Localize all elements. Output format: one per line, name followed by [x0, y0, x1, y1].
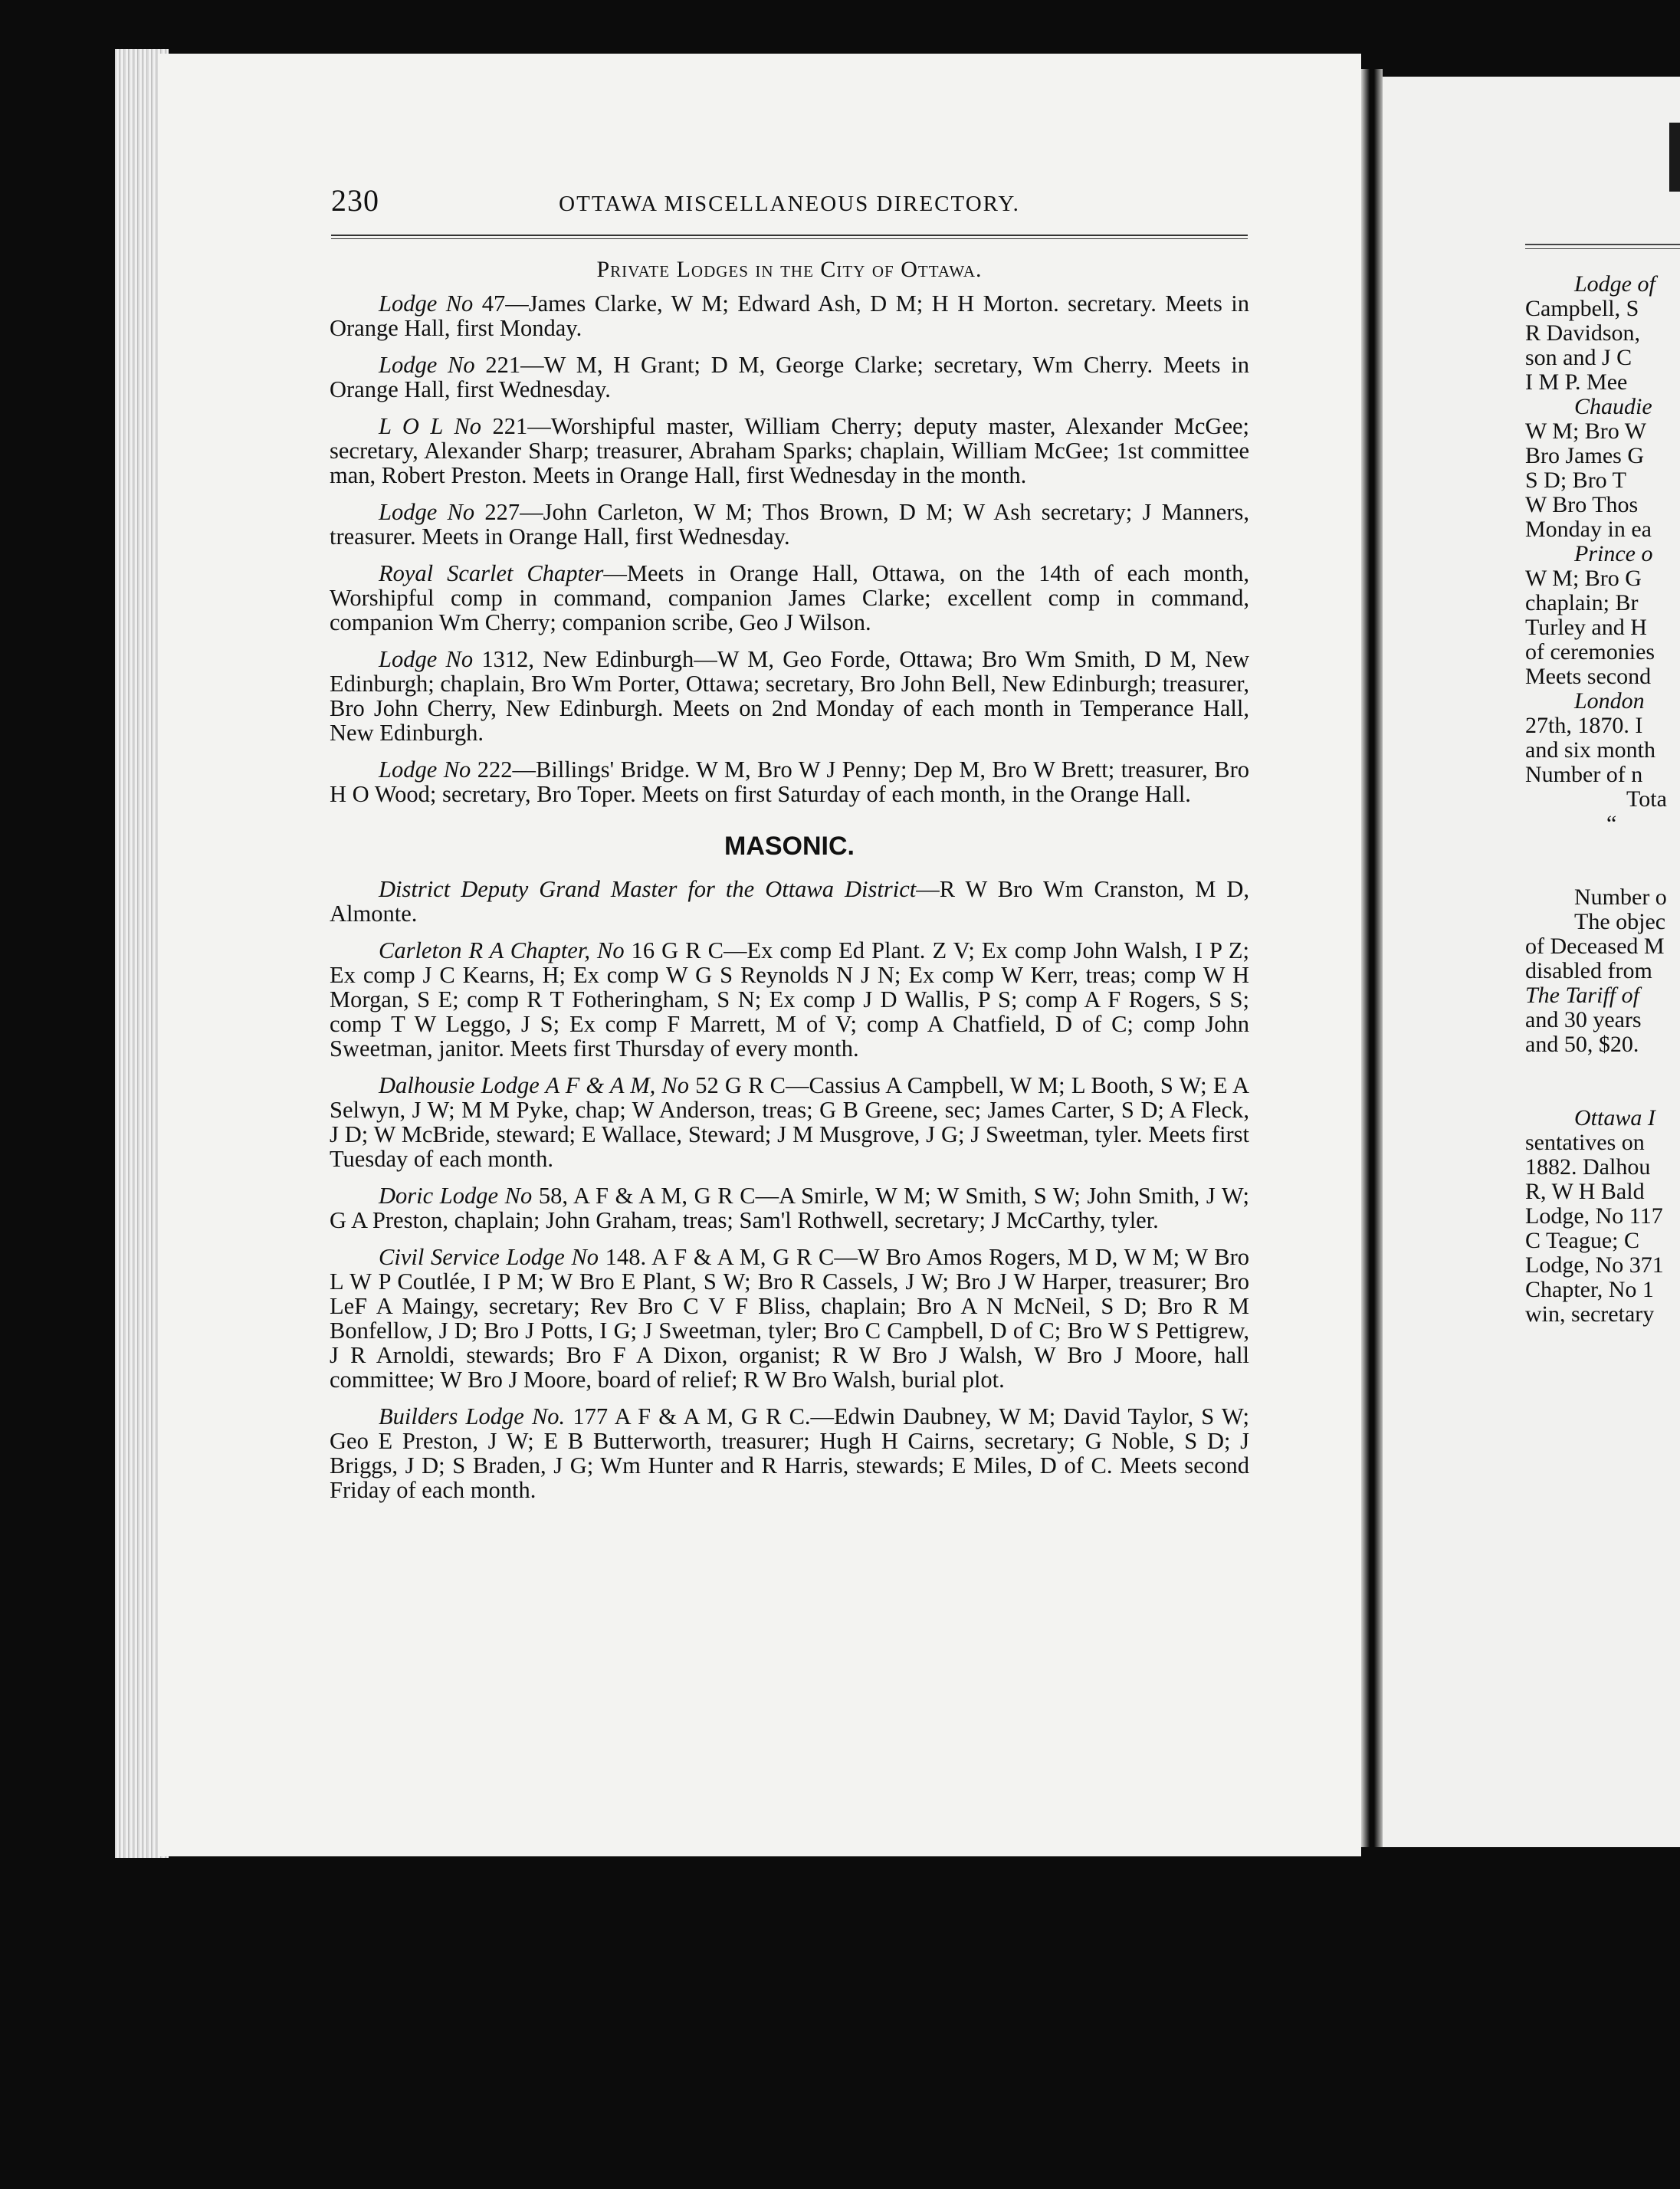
right-head-rule-bottom — [1525, 248, 1680, 249]
right-page-line: C Teague; C — [1525, 1228, 1639, 1253]
entry-text: 16 G R C—Ex comp Ed Plant. Z V; Ex comp John Walsh, I P Z; Ex comp J C Kearns, H; Ex comp W G S Reynolds N J N; Ex comp W Kerr, treas; comp W H Morgan, S E; comp R T Fotheringham, S N; Ex comp J D Wallis, P S; comp A F Rogers, S S; comp T W Leggo, J S; Ex comp F Marrett, M of V; comp A Chatfield, D of C; comp John Sweetman, janitor. Meets first Thursday of every month. — [330, 937, 1249, 1062]
right-page-line: R, W H Bald — [1525, 1179, 1645, 1204]
right-page-line — [1525, 861, 1680, 885]
directory-entry — [330, 647, 1249, 745]
right-page-line: of Deceased M — [1525, 934, 1665, 959]
entry-lead: Carleton R A Chapter, No — [379, 937, 625, 963]
right-page-line: London — [1574, 688, 1645, 714]
right-page-line: Monday in ea — [1525, 517, 1652, 542]
right-page-line: W M; Bro G — [1525, 566, 1642, 591]
entry-lead: Lodge No — [379, 499, 475, 525]
directory-entry — [330, 353, 1249, 402]
right-page-line: 27th, 1870. I — [1525, 713, 1643, 738]
directory-entry — [330, 757, 1249, 806]
section-title: Private Lodges in the City of Ottawa. — [596, 257, 983, 282]
entry-text: 221—Worshipful master, William Cherry; deputy master, Alexander McGee; secretary, Alexander Sharp; treasurer, Abraham Sparks; chaplain, William McGee; 1st committee man, Robert Preston. Meets in Orange Hall, first Wednesday in the month. — [330, 413, 1249, 488]
right-page-line: Bro James G — [1525, 443, 1644, 468]
masonic-title: MASONIC. — [724, 832, 855, 861]
right-page-line: W Bro Thos — [1525, 492, 1639, 517]
directory-entry — [330, 1183, 1249, 1232]
entry-lead: Doric Lodge No — [379, 1183, 533, 1209]
right-page-line: Turley and H — [1525, 615, 1647, 640]
right-page-line: Tota — [1626, 786, 1667, 812]
right-page-column — [1525, 272, 1680, 1327]
directory-entry — [330, 1073, 1249, 1171]
right-page-line: Number of n — [1525, 762, 1643, 787]
directory-entry — [330, 291, 1249, 340]
right-page-line: and six month — [1525, 737, 1655, 763]
right-head-rule-top — [1525, 244, 1680, 245]
entry-text: 52 G R C—Cassius A Campbell, W M; L Booth, S W; E A Selwyn, J W; M M Pyke, chap; W Anderson, treas; G B Greene, sec; James Carter, S D; A Fleck, J D; W McBride, steward; E Wallace, Steward; J M Musgrove, J G; J Sweetman, tyler. Meets first Tuesday of each month. — [330, 1072, 1249, 1172]
directory-entry — [330, 938, 1249, 1061]
main-column — [330, 258, 1249, 1515]
right-page-line — [1525, 1081, 1680, 1106]
right-page-line: win, secretary — [1525, 1301, 1655, 1327]
right-page-line: I M P. Mee — [1525, 369, 1628, 395]
right-page-line: Number o — [1574, 884, 1667, 910]
right-page-line — [1525, 1057, 1680, 1081]
entry-lead: Dalhousie Lodge A F & A M, No — [379, 1072, 690, 1098]
running-head-title: OTTAWA MISCELLANEOUS DIRECTORY. — [559, 192, 1020, 216]
entry-text: 227—John Carleton, W M; Thos Brown, D M; W Ash secretary; J Manners, treasurer. Meets in Orange Hall, first Wednesday. — [330, 499, 1250, 550]
orange-lodge-list — [330, 291, 1249, 806]
masonic-lodge-list — [330, 877, 1249, 1502]
head-rule-top — [331, 235, 1248, 236]
right-page-line: chaplain; Br — [1525, 590, 1639, 615]
running-head — [331, 182, 1248, 221]
right-page-line: and 30 years — [1525, 1007, 1642, 1032]
right-page-line: Lodge of — [1574, 271, 1655, 297]
entry-text: 221—W M, H Grant; D M, George Clarke; secretary, Wm Cherry. Meets in Orange Hall, first Wednesday. — [330, 352, 1250, 402]
right-page-line: The objec — [1574, 909, 1666, 934]
right-page-line: The Tariff of — [1525, 983, 1639, 1008]
right-page-line: and 50, $20. — [1525, 1032, 1639, 1057]
entry-text: 177 A F & A M, G R C.—Edwin Daubney, W M; David Taylor, S W; Geo E Preston, J W; E B Butterworth, treasurer; Hugh H Cairns, secretary; G Noble, S D; J Briggs, J D; S Braden, J G; Wm Hunter and R Harris, stewards; E Miles, D of C. Meets second Friday of each month. — [330, 1403, 1250, 1503]
right-page-shadow — [1669, 123, 1680, 192]
right-page-line: disabled from — [1525, 958, 1652, 983]
entry-lead: District Deputy Grand Master for the Ottawa District — [379, 876, 917, 902]
right-page-line: Lodge, No 117 — [1525, 1203, 1663, 1229]
right-page-line: “ — [1606, 811, 1617, 836]
entry-text: —R W Bro Wm Cranston, M D, Almonte. — [330, 876, 1249, 927]
entry-lead: Lodge No — [379, 352, 475, 378]
page-number: 230 — [331, 183, 379, 218]
entry-lead: Builders Lodge No. — [379, 1403, 566, 1429]
directory-entry — [330, 1245, 1249, 1392]
right-page-line: W M; Bro W — [1525, 418, 1647, 444]
right-page-line: Prince o — [1574, 541, 1653, 566]
entry-text: 1312, New Edinburgh—W M, Geo Forde, Ottawa; Bro Wm Smith, D M, New Edinburgh; chaplain, Bro Wm Porter, Ottawa; secretary, Bro John Bell, New Edinburgh; treasurer, Bro John Cherry, New Edinburgh. Meets on 2nd Monday of each month in Temperance Hall, New Edinburgh. — [330, 646, 1250, 746]
right-page-line: Chapter, No 1 — [1525, 1277, 1654, 1302]
entry-lead: Lodge No — [379, 646, 474, 672]
right-page-line: Ottawa I — [1574, 1105, 1655, 1131]
directory-entry — [330, 414, 1249, 487]
book-gutter — [1361, 69, 1383, 1847]
entry-lead: Civil Service Lodge No — [379, 1244, 599, 1270]
right-page-line: S D; Bro T — [1525, 468, 1626, 493]
head-rule-bottom — [331, 238, 1248, 239]
right-page-line: sentatives on — [1525, 1130, 1645, 1155]
directory-entry — [330, 500, 1249, 549]
right-page-line: of ceremonies — [1525, 639, 1655, 665]
right-page-line: Meets second — [1525, 664, 1652, 689]
right-page-line: Chaudie — [1574, 394, 1652, 419]
right-page-line: Campbell, S — [1525, 296, 1639, 321]
entry-lead: Royal Scarlet Chapter — [379, 560, 604, 586]
entry-text: 58, A F & A M, G R C—A Smirle, W M; W Smith, S W; John Smith, J W; G A Preston, chaplain; John Graham, treas; Sam'l Rothwell, secretary; J McCarthy, tyler. — [330, 1183, 1249, 1233]
directory-entry — [330, 877, 1249, 926]
right-page-line: Lodge, No 371 — [1525, 1252, 1664, 1278]
right-page-line: 1882. Dalhou — [1525, 1154, 1651, 1180]
entry-lead: Lodge No — [379, 756, 471, 783]
entry-lead: L O L No — [379, 413, 481, 439]
right-page-line — [1525, 836, 1680, 861]
right-page-line: son and J C — [1525, 345, 1632, 370]
directory-entry — [330, 1404, 1249, 1502]
directory-entry — [330, 561, 1249, 635]
entry-text: 222—Billings' Bridge. W M, Bro W J Penny; Dep M, Bro W Brett; treasurer, Bro H O Wood; secretary, Bro Toper. Meets on first Saturday of each month, in the Orange Hall. — [330, 756, 1249, 807]
entry-text: 148. A F & A M, G R C—W Bro Amos Rogers, M D, W M; W Bro L W P Coutlée, I P M; W Bro E Plant, S W; Bro R Cassels, J W; Bro J W Harper, treasurer; Bro LeF A Maingy, secretary; Rev Bro C V F Bliss, chaplain; Bro A N McNeil, S D; Bro R M Bonfellow, J D; Bro J Potts, I G; J Sweetman, tyler; Bro C Campbell, D of C; Bro W S Pettigrew, J R Arnoldi, stewards; Bro F A Dixon, organist; R W Bro J Walsh, W Bro J Moore, hall committee; W Bro J Moore, board of relief; R W Bro Walsh, burial plot. — [330, 1244, 1249, 1393]
right-page-line: R Davidson, — [1525, 320, 1640, 346]
entry-text: —Meets in Orange Hall, Ottawa, on the 14th of each month, Worshipful comp in command, companion James Clarke; excellent comp in command, companion Wm Cherry; companion scribe, Geo J Wilson. — [330, 560, 1249, 635]
entry-lead: Lodge No — [379, 290, 474, 317]
entry-text: 47—James Clarke, W M; Edward Ash, D M; H H Morton. secretary. Meets in Orange Hall, first Monday. — [330, 290, 1250, 341]
